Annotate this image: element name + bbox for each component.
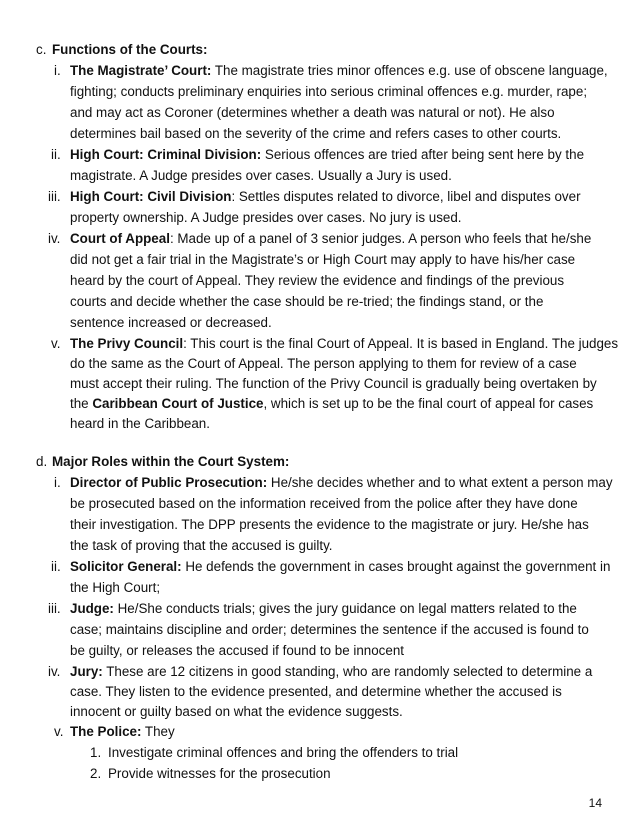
item-c-v-line-5: heard in the Caribbean. xyxy=(70,416,210,431)
police-subitem-1-num: 1. xyxy=(90,745,102,760)
item-c-v-line-3: must accept their ruling. The function of the Privy Council is gradually being overtaken by xyxy=(70,376,597,391)
item-c-iii-line-2: property ownership. A Judge presides over cases. No jury is used. xyxy=(70,210,462,225)
item-d-i-line-4: the task of proving that the accused is guilty. xyxy=(70,538,333,553)
item-d-iv-line-1: Jury: These are 12 citizens in good standing, who are randomly selected to determine a xyxy=(70,664,593,679)
item-c-i-line-2: fighting; conducts preliminary enquiries into serious criminal offences e.g. murder, rape; xyxy=(70,84,588,99)
item-d-ii-line-1: Solicitor General: He defends the government in cases brought against the government in xyxy=(70,559,611,574)
item-d-ii-numeral: ii. xyxy=(51,559,61,574)
police-subitem-2-text: Provide witnesses for the prosecution xyxy=(108,766,331,781)
item-c-ii-line-1: High Court: Criminal Division: Serious offences are tried after being sent here by the xyxy=(70,147,585,162)
item-c-iii-numeral: iii. xyxy=(48,189,61,204)
item-c-iv-line-2: did not get a fair trial in the Magistrate’s or High Court may apply to have his/her case xyxy=(70,252,576,267)
item-d-ii-line-2: the High Court; xyxy=(70,580,161,595)
item-d-iii-numeral: iii. xyxy=(48,601,61,616)
item-c-v-line-2: do the same as the Court of Appeal. The person applying to them for review of a case xyxy=(70,356,577,371)
item-c-i-line-4: determines bail based on the severity of the crime and refers cases to other courts. xyxy=(70,126,562,141)
item-d-iii-line-3: be guilty, or releases the accused if found to be innocent xyxy=(70,643,404,658)
item-d-iv-numeral: iv. xyxy=(48,664,61,679)
ccj-bold: Caribbean Court of Justice xyxy=(92,396,264,411)
section-d-marker: d. xyxy=(36,454,48,469)
item-d-i-line-1: Director of Public Prosecution: He/she decides whether and to what extent a person may xyxy=(70,475,613,490)
item-c-v-line-1: The Privy Council: This court is the final Court of Appeal. It is based in England. The judges xyxy=(70,336,619,351)
item-c-v-line-4: the Caribbean Court of Justice, which is set up to be the final court of appeal for cases xyxy=(70,396,594,411)
item-d-i-numeral: i. xyxy=(54,475,61,490)
item-c-i-line-3: and may act as Coroner (determines whether a death was natural or not). He also xyxy=(70,105,555,120)
item-c-ii-line-2: magistrate. A Judge presides over cases. Usually a Jury is used. xyxy=(70,168,452,183)
page-number: 14 xyxy=(588,796,602,810)
item-c-ii-numeral: ii. xyxy=(51,147,61,162)
item-d-iii-line-1: Judge: He/She conducts trials; gives the jury guidance on legal matters related to the xyxy=(70,601,577,616)
item-c-iv-numeral: iv. xyxy=(48,231,61,246)
item-d-iv-line-2: case. They listen to the evidence presented, and determine whether the accused is xyxy=(70,684,562,699)
police-subitem-1-text: Investigate criminal offences and bring the offenders to trial xyxy=(108,745,459,760)
item-d-i-line-2: be prosecuted based on the information received from the police after they have done xyxy=(70,496,578,511)
item-d-iv-line-3: innocent or guilty based on what the evidence suggests. xyxy=(70,704,403,719)
item-c-i-numeral: i. xyxy=(54,63,61,78)
item-d-v-line-1: The Police: They xyxy=(70,724,175,739)
item-c-iv-line-1: Court of Appeal: Made up of a panel of 3 senior judges. A person who feels that he/she xyxy=(70,231,592,246)
item-c-iii-line-1: High Court: Civil Division: Settles disputes related to divorce, libel and disputes over xyxy=(70,189,581,204)
police-subitem-2-num: 2. xyxy=(90,766,102,781)
item-c-i-line-1: The Magistrate’ Court: The magistrate tries minor offences e.g. use of obscene language, xyxy=(70,63,608,78)
item-d-iii-line-2: case; maintains discipline and order; determines the sentence if the accused is found to xyxy=(70,622,589,637)
section-c-heading: Functions of the Courts: xyxy=(52,42,208,57)
item-c-iv-line-3: heard by the court of Appeal. They review the evidence and findings of the previous xyxy=(70,273,565,288)
item-c-iv-line-5: sentence increased or decreased. xyxy=(70,315,272,330)
item-c-v-numeral: v. xyxy=(51,336,61,351)
section-d-heading: Major Roles within the Court System: xyxy=(52,454,290,469)
item-d-i-line-3: their investigation. The DPP presents the evidence to the magistrate or jury. He/she has xyxy=(70,517,589,532)
section-c-marker: c. xyxy=(36,42,47,57)
item-d-v-numeral: v. xyxy=(54,724,64,739)
item-c-iv-line-4: courts and decide whether the case should be re-tried; the findings stand, or the xyxy=(70,294,544,309)
